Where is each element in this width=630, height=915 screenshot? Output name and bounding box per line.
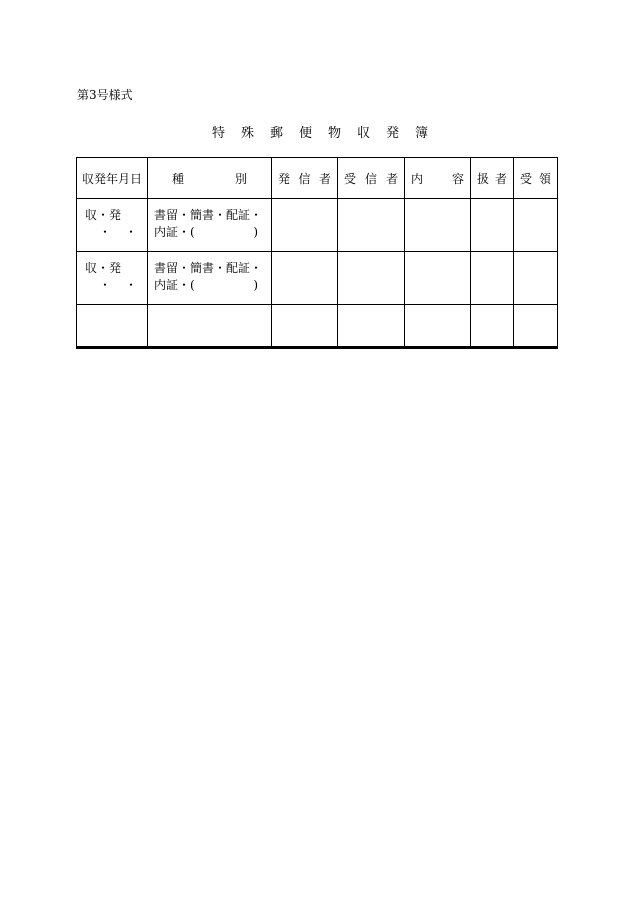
- header-handler: 扱 者: [471, 158, 514, 199]
- sender-cell[interactable]: [272, 305, 338, 348]
- header-row: [77, 158, 558, 199]
- date-cell[interactable]: [77, 252, 152, 305]
- content-cell[interactable]: [405, 199, 471, 252]
- kind-other: 内証・(: [154, 278, 195, 292]
- sender-cell[interactable]: [272, 252, 338, 305]
- title-char: 収: [357, 126, 375, 141]
- title-char: 特: [211, 126, 229, 141]
- date-dots: ・・: [99, 225, 152, 239]
- kind-options: 書留・簡書・配証・: [154, 261, 263, 275]
- table-row: [77, 199, 558, 252]
- ledger-table: [76, 157, 558, 349]
- date-cell[interactable]: [77, 305, 148, 348]
- header-kind: 種 別: [148, 158, 272, 199]
- kind-other: 内証・(: [154, 225, 195, 239]
- handler-cell[interactable]: [471, 305, 514, 348]
- handler-cell[interactable]: [471, 252, 514, 305]
- content-cell[interactable]: [405, 252, 471, 305]
- title-char: 便: [298, 126, 316, 141]
- content-cell[interactable]: [405, 305, 471, 348]
- table-row: [77, 252, 558, 305]
- title-char: 簿: [415, 126, 433, 141]
- receiver-cell[interactable]: [338, 305, 405, 348]
- kind-cell[interactable]: [148, 305, 272, 348]
- title-char: 殊: [240, 126, 258, 141]
- title-char: 発: [386, 126, 404, 141]
- handler-cell[interactable]: [471, 199, 514, 252]
- kind-cell[interactable]: 書留・簡書・配証・ 内証・( ): [148, 199, 272, 252]
- form-number: 第3号様式: [77, 88, 133, 102]
- table-row: [77, 305, 558, 348]
- receipt-cell[interactable]: [514, 252, 558, 305]
- date-direction: 収・発: [85, 261, 122, 275]
- header-date: 収発年月日: [77, 158, 148, 199]
- header-sender: 発 信 者: [272, 158, 338, 199]
- header-receipt: 受 領: [514, 158, 558, 199]
- receipt-cell[interactable]: [514, 199, 558, 252]
- date-direction: 収・発: [85, 208, 122, 222]
- kind-cell[interactable]: 書留・簡書・配証・ 内証・( ): [148, 252, 272, 305]
- title-char: 郵: [269, 126, 287, 141]
- header-content: 内 容: [405, 158, 471, 199]
- sender-cell[interactable]: [272, 199, 338, 252]
- header-receiver: 受 信 者: [338, 158, 405, 199]
- receipt-cell[interactable]: [514, 305, 558, 348]
- date-dots: ・・: [99, 278, 152, 292]
- document-title: [0, 122, 630, 141]
- receiver-cell[interactable]: [338, 252, 405, 305]
- receiver-cell[interactable]: [338, 199, 405, 252]
- kind-options: 書留・簡書・配証・: [154, 208, 263, 222]
- title-char: 物: [328, 126, 346, 141]
- date-cell[interactable]: [77, 199, 152, 252]
